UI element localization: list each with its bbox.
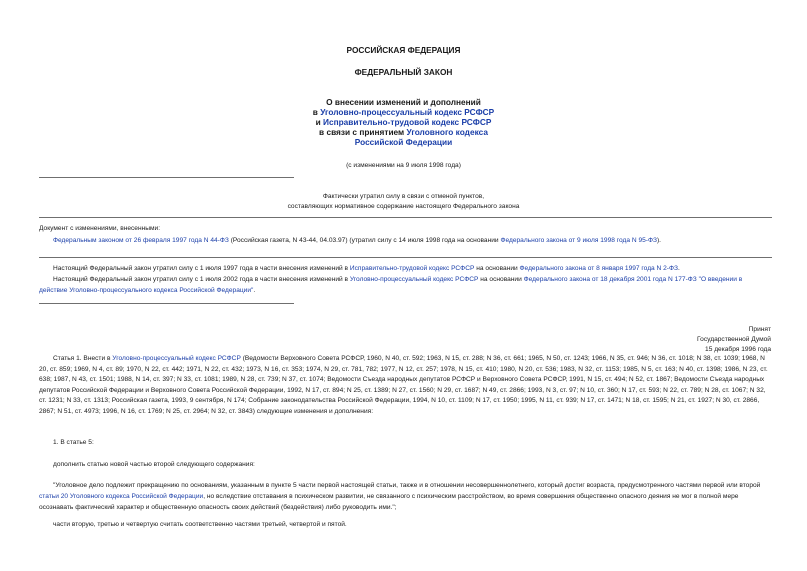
- title-line-4: в связи с принятием Уголовного кодекса: [319, 127, 488, 137]
- quoted-text: "Уголовное дело подлежит прекращению по основаниям, указанным в пункте 5 части первой настоящей статьи, также и в отношении несовершеннолетнего, который достиг возраста, предусмотренного частями первой или второй статьи 20 Уголовного кодекса Российской Федерации, но вследствие отставания в психическом развитии, не связанного с психическим расстройством, во время совершения общественно опасного деяния не мог в полной мере осознавать фактический характер и общественную опасность своих действий (бездействия) либо руководить ими.";: [39, 482, 761, 511]
- divider: [39, 217, 772, 218]
- add-part-text: дополнить статью новой частью второй следующего содержания:: [53, 461, 255, 468]
- divider: [39, 257, 772, 258]
- doc-type-heading: ФЕДЕРАЛЬНЫЙ ЗАКОН: [354, 67, 453, 77]
- link-upk[interactable]: Уголовно-процессуальный кодекс РСФСР: [349, 276, 479, 283]
- divider: [39, 177, 294, 178]
- link-law-2fz[interactable]: Федерального закона от 8 января 1997 года N 2-ФЗ: [519, 265, 678, 272]
- item-1: 1. В статье 5:: [53, 439, 94, 446]
- amendments-note: (с изменениями на 9 июля 1998 года): [346, 162, 461, 169]
- country-heading: РОССИЙСКАЯ ФЕДЕРАЦИЯ: [346, 45, 461, 55]
- adopted-line-1: Принят: [748, 326, 771, 333]
- title-line-1: О внесении изменений и дополнений: [326, 97, 481, 107]
- title-link-upk[interactable]: Уголовно-процессуальный кодекс РСФСР: [320, 107, 495, 117]
- lost-force-line-2: составляющих нормативное содержание настоящего Федерального закона: [287, 203, 520, 210]
- last-paragraph: части вторую, третью и четвертую считать соответственно частями третьей, четвертой и пятой.: [53, 521, 347, 528]
- adopted-line-2: Государственной Думой: [697, 336, 771, 343]
- lost-force-line-1: Фактически утратил силу в связи с отменой пунктов,: [322, 193, 485, 200]
- link-uk-article-20[interactable]: статьи 20 Уголовного кодекса Российской Федерации: [39, 492, 204, 500]
- link-itk[interactable]: Исправительно-трудовой кодекс РСФСР: [349, 265, 475, 272]
- adopted-line-3: 15 декабря 1996 года: [705, 346, 771, 353]
- link-law-44fz[interactable]: Федеральным законом от 26 февраля 1997 года N 44-ФЗ: [53, 237, 229, 244]
- title-link-uk[interactable]: Уголовного кодекса: [406, 127, 488, 137]
- validity-paragraph-1: Настоящий Федеральный закон утратил силу с 1 июля 1997 года в части внесения изменений в Исправительно-трудовой кодекс РСФСР на основании Федерального закона от 8 января 1997 года N 2-ФЗ.: [53, 265, 680, 272]
- title-line-3: и Исправительно-трудовой кодекс РСФСР: [315, 117, 492, 127]
- validity-paragraph-2: Настоящий Федеральный закон утратил силу с 1 июля 2002 года в части внесения изменений в Уголовно-процессуальный кодекс РСФСР на основании Федерального закона от 18 декабря 2001 года N 177-ФЗ "О введении в действие Уголовно-процессуального кодекса Российской Федерации".: [39, 276, 743, 294]
- link-upk-article[interactable]: Уголовно-процессуальный кодекс РСФСР: [112, 355, 241, 362]
- link-law-177fz[interactable]: Федерального закона от 18 декабря 2001 года N 177-ФЗ "О введении в действие Уголовно-процессуального кодекса Российской Федерации": [39, 276, 743, 294]
- article-1: Статья 1. Внести в Уголовно-процессуальный кодекс РСФСР (Ведомости Верховного Совета РСФСР, 1960, N 40, ст. 592; 1963, N 15, ст. 288; N 36, ст. 661; 1965, N 50, ст. 1243; 1966, N 35, ст. 946; N 36, ст. 1018; N 38, ст. 1039; 1968, N 20, ст. 859; 1969, N 4, ст. 89; 1970, N 22, ст. 442; 1971, N 22, ст. 432; 1973, N 16, ст. 353; 1974, N 29, ст. 781, 782; 1977, N 12, ст. 257; 1978, N 15, ст. 410; 1980, N 20, ст. 536; 1983, N 32, ст. 1153; 1985, N 5, ст. 163; N 40, ст. 1398; 1986, N 23, ст. 638; 1987, N 43, ст. 1501; 1988, N 14, ст. 397; N 33, ст. 1081; 1989, N 28, ст. 739; N 37, ст. 1074; Ведомости Съезда народных депутатов РСФСР и Верховного Совета РСФСР, 1991, N 15, ст. 494; N 52, ст. 1867; Ведомости Съезда народных депутатов Российской Федерации и Верховного Совета Российской Федерации, 1992, N 17, ст. 894; N 25, ст. 1389; N 27, ст. 1560; N 29, ст. 1687; N 49, ст. 2866; 1993, N 3, ст. 97; N 10, ст. 360; N 17, ст. 593; N 22, ст. 789; N 28, ст. 1067; N 32, ст. 1231; N 33, ст. 1313; Российская газета, 1993, 9 сентября, N 174; Собрание законодательства Российской Федерации, 1994, N 10, ст. 1109; N 17, ст. 1950; 1995, N 11, ст. 939; N 17, ст. 1471; N 18, ст. 1595; N 21, ст. 1927; N 30, ст. 2866, 2867; N 51, ст. 4973; 1996, N 16, ст. 1769; N 25, ст. 2964; N 32, ст. 3843) следующие изменения и дополнения:: [39, 355, 768, 415]
- changes-heading: Документ с изменениями, внесенными:: [39, 225, 161, 232]
- title-link-itk[interactable]: Исправительно-трудовой кодекс РСФСР: [323, 117, 492, 127]
- divider: [39, 303, 294, 304]
- changes-text: Федеральным законом от 26 февраля 1997 года N 44-ФЗ (Российская газета, N 43-44, 04.03.97) (утратил силу с 14 июля 1998 года на основании Федерального закона от 9 июля 1998 года N 95-ФЗ).: [53, 237, 662, 244]
- title-link-rf[interactable]: Российской Федерации: [354, 137, 453, 147]
- link-law-95fz[interactable]: Федерального закона от 9 июля 1998 года N 95-ФЗ: [500, 237, 657, 244]
- title-line-5: [0, 138, 807, 148]
- title-line-2: в Уголовно-процессуальный кодекс РСФСР: [312, 107, 495, 117]
